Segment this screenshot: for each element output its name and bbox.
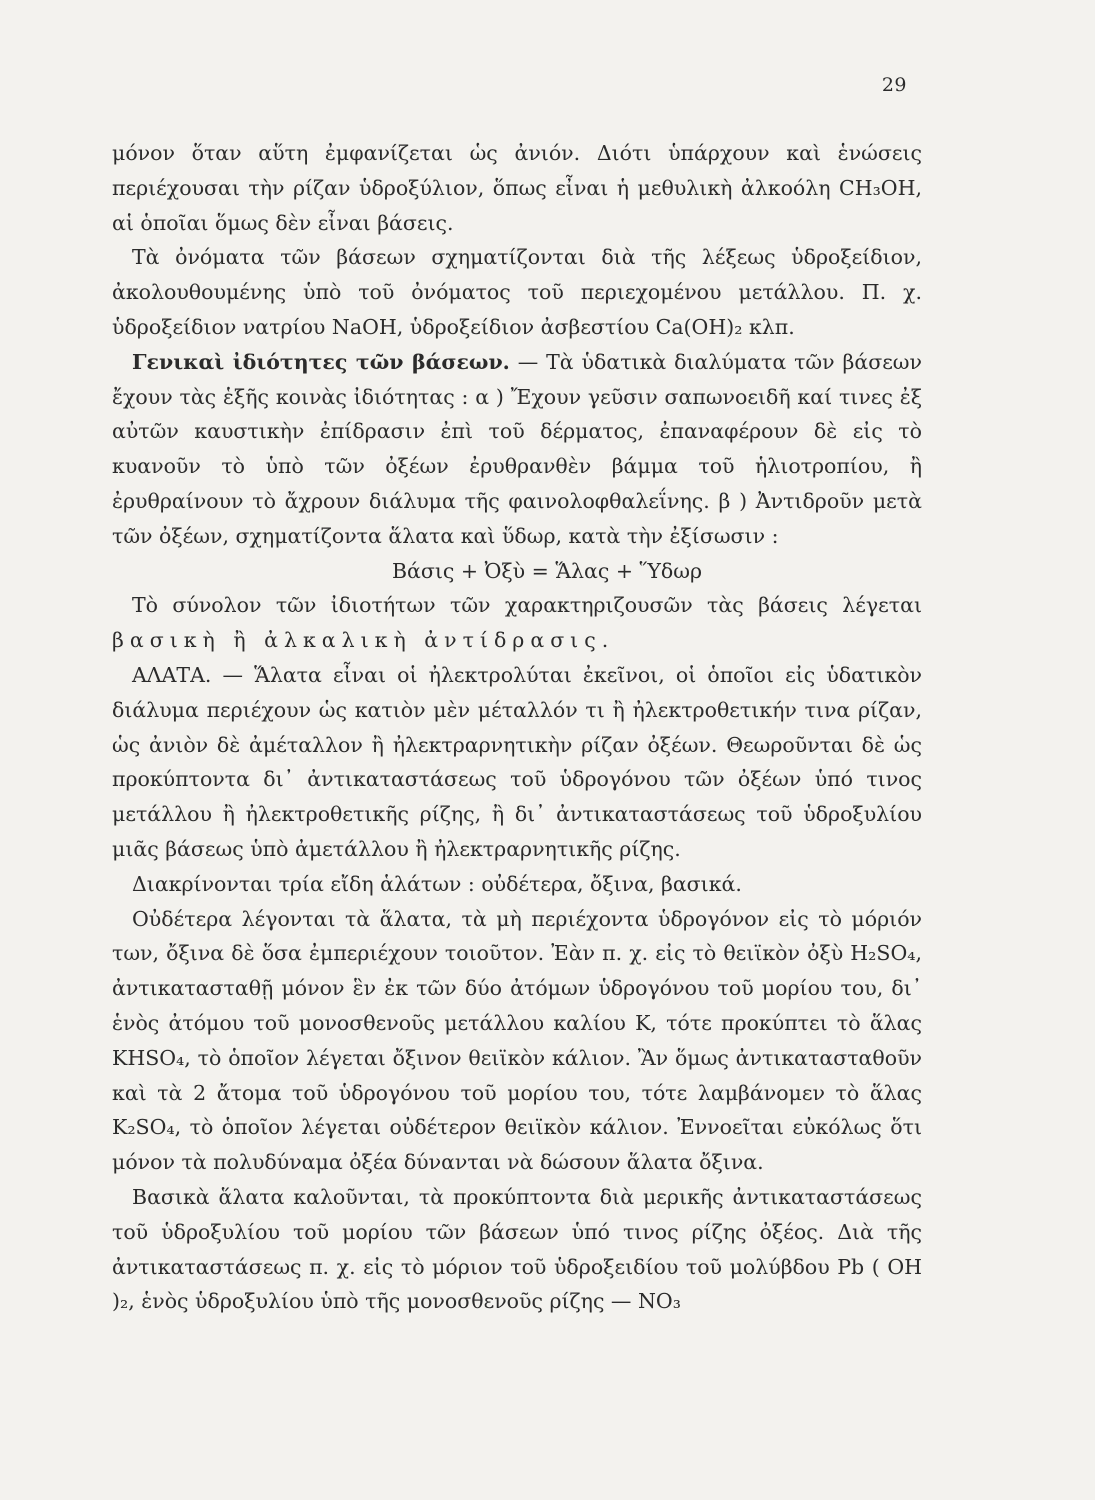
paragraph-text: Διακρίνονται τρία εἴδη ἁλάτων : οὐδέτερα, ὄξινα, βασικά. <box>132 871 742 896</box>
paragraph <box>112 588 922 658</box>
paragraph-text: Οὐδέτερα λέγονται τὰ ἅλατα, τὰ μὴ περιέχοντα ὑδρογόνον εἰς τὸ μόριόν των, ὄξινα δὲ ὅσα ἐμπεριέχουν τοιοῦτον. Ἐὰν π. χ. εἰς τὸ θειϊκὸν ὀξὺ H₂SO₄, ἀντικατασταθῇ μόνον ἓν ἐκ τῶν δύο ἀτόμων ὑδρογόνου τοῦ μορίου του, δι᾽ ἑνὸς ἀτόμου τοῦ μονοσθενοῦς μετάλλου καλίου K, τότε προκύπτει τὸ ἅλας KHSO₄, τὸ ὁποῖον λέγεται ὄξινον θειϊκὸν κάλιον. Ἂν ὅμως ἀντικατασταθοῦν καὶ τὰ 2 ἄτομα τοῦ ὑδρογόνου τοῦ μορίου του, τότε λαμβάνομεν τὸ ἅλας K₂SO₄, τὸ ὁποῖον λέγεται οὐδέτερον θειϊκὸν κάλιον. Ἐννοεῖται εὐκόλως ὅτι μόνον τὰ πολυδύναμα ὀξέα δύνανται νὰ δώσουν ἅλατα ὄξινα. <box>112 906 922 1175</box>
formula: Βάσις + Ὀξὺ = Ἅλας + Ὕδωρ <box>391 558 703 583</box>
paragraph <box>112 240 922 344</box>
paragraph-text: ΑΛΑΤΑ. — Ἅλατα εἶναι οἱ ἠλεκτρολύται ἐκεῖνοι, οἱ ὁποῖοι εἰς ὑδατικὸν διάλυμα περιέχουν ὡς κατιὸν μὲν μέταλλόν τι ἢ ἠλεκτροθετικήν τινα ρίζαν, ὡς ἀνιὸν δὲ ἀμέταλλον ἢ ἠλεκτραρνητικὴν ρίζαν ὀξέων. Θεωροῦνται δὲ ὡς προκύπτοντα δι᾽ ἀντικαταστάσεως τοῦ ὑδρογόνου τῶν ὀξέων ὑπό τινος μετάλλου ἢ ἠλεκτροθετικῆς ρίζης, ἢ δι᾽ ἀντικαταστάσεως τοῦ ὑδροξυλίου μιᾶς βάσεως ὑπὸ ἀμετάλλου ἢ ἠλεκτραρνητικῆς ρίζης. <box>112 662 922 861</box>
spaced-term: βασικὴ ἢ ἀλκαλικὴ ἀντίδρασις. <box>112 628 615 653</box>
paragraph-text: — Τὰ ὑδατικὰ διαλύματα τῶν βάσεων ἔχουν τὰς ἑξῆς κοινὰς ἰδιότητας : α ) Ἔχουν γεῦσιν σαπωνοειδῆ καί τινες ἐξ αὐτῶν καυστικὴν ἐπίδρασιν ἐπὶ τοῦ δέρματος, ἐπαναφέρουν δὲ εἰς τὸ κυανοῦν τὸ ὑπὸ τῶν ὀξέων ἐρυθρανθὲν βάμμα τοῦ ἡλιοτροπίου, ἢ ἐρυθραίνουν τὸ ἄχρουν διάλυμα τῆς φαινολοφθαλεΐνης. β ) Ἀντιδροῦν μετὰ τῶν ὀξέων, σχηματίζοντα ἅλατα καὶ ὕδωρ, κατὰ τὴν ἐξίσωσιν : <box>112 349 922 548</box>
section-heading: Γενικαὶ ἰδιότητες τῶν βάσεων. <box>132 349 510 374</box>
paragraph <box>112 902 922 1180</box>
paragraph <box>112 345 922 554</box>
paragraph <box>112 658 922 867</box>
page-number: 29 <box>881 74 907 96</box>
paragraph-text: Τὸ σύνολον τῶν ἰδιοτήτων τῶν χαρακτηριζουσῶν τὰς βάσεις λέγεται <box>132 593 922 618</box>
paragraph-text: Βασικὰ ἅλατα καλοῦνται, τὰ προκύπτοντα διὰ μερικῆς ἀντικαταστάσεως τοῦ ὑδροξυλίου τοῦ μορίου τῶν βάσεων ὑπό τινος ρίζης ὀξέος. Διὰ τῆς ἀντικαταστάσεως π. χ. εἰς τὸ μόριον τοῦ ὑδροξειδίου τοῦ μολύβδου Pb ( OH )₂, ἑνὸς ὑδροξυλίου ὑπὸ τῆς μονοσθενοῦς ρίζης — NO₃ <box>112 1184 922 1314</box>
paragraph-text: Τὰ ὀνόματα τῶν βάσεων σχηματίζονται διὰ τῆς λέξεως ὑδροξείδιον, ἀκολουθουμένης ὑπὸ τοῦ ὀνόματος τοῦ περιεχομένου μετάλλου. Π. χ. ὑδροξείδιον νατρίου NaOH, ὑδροξείδιον ἀσβεστίου Ca(OH)₂ κλπ. <box>112 245 922 339</box>
paragraph <box>112 867 922 902</box>
paragraph <box>112 136 922 240</box>
paragraph-text: μόνον ὅταν αὕτη ἐμφανίζεται ὡς ἀνιόν. Διότι ὑπάρχουν καὶ ἑνώσεις περιέχουσαι τὴν ρίζαν ὑδροξύλιον, ὅπως εἶναι ἡ μεθυλικὴ ἀλκοόλη CH₃OH, αἱ ὁποῖαι ὅμως δὲν εἶναι βάσεις. <box>112 141 922 235</box>
body-text <box>112 136 922 1319</box>
paragraph <box>112 1180 922 1319</box>
